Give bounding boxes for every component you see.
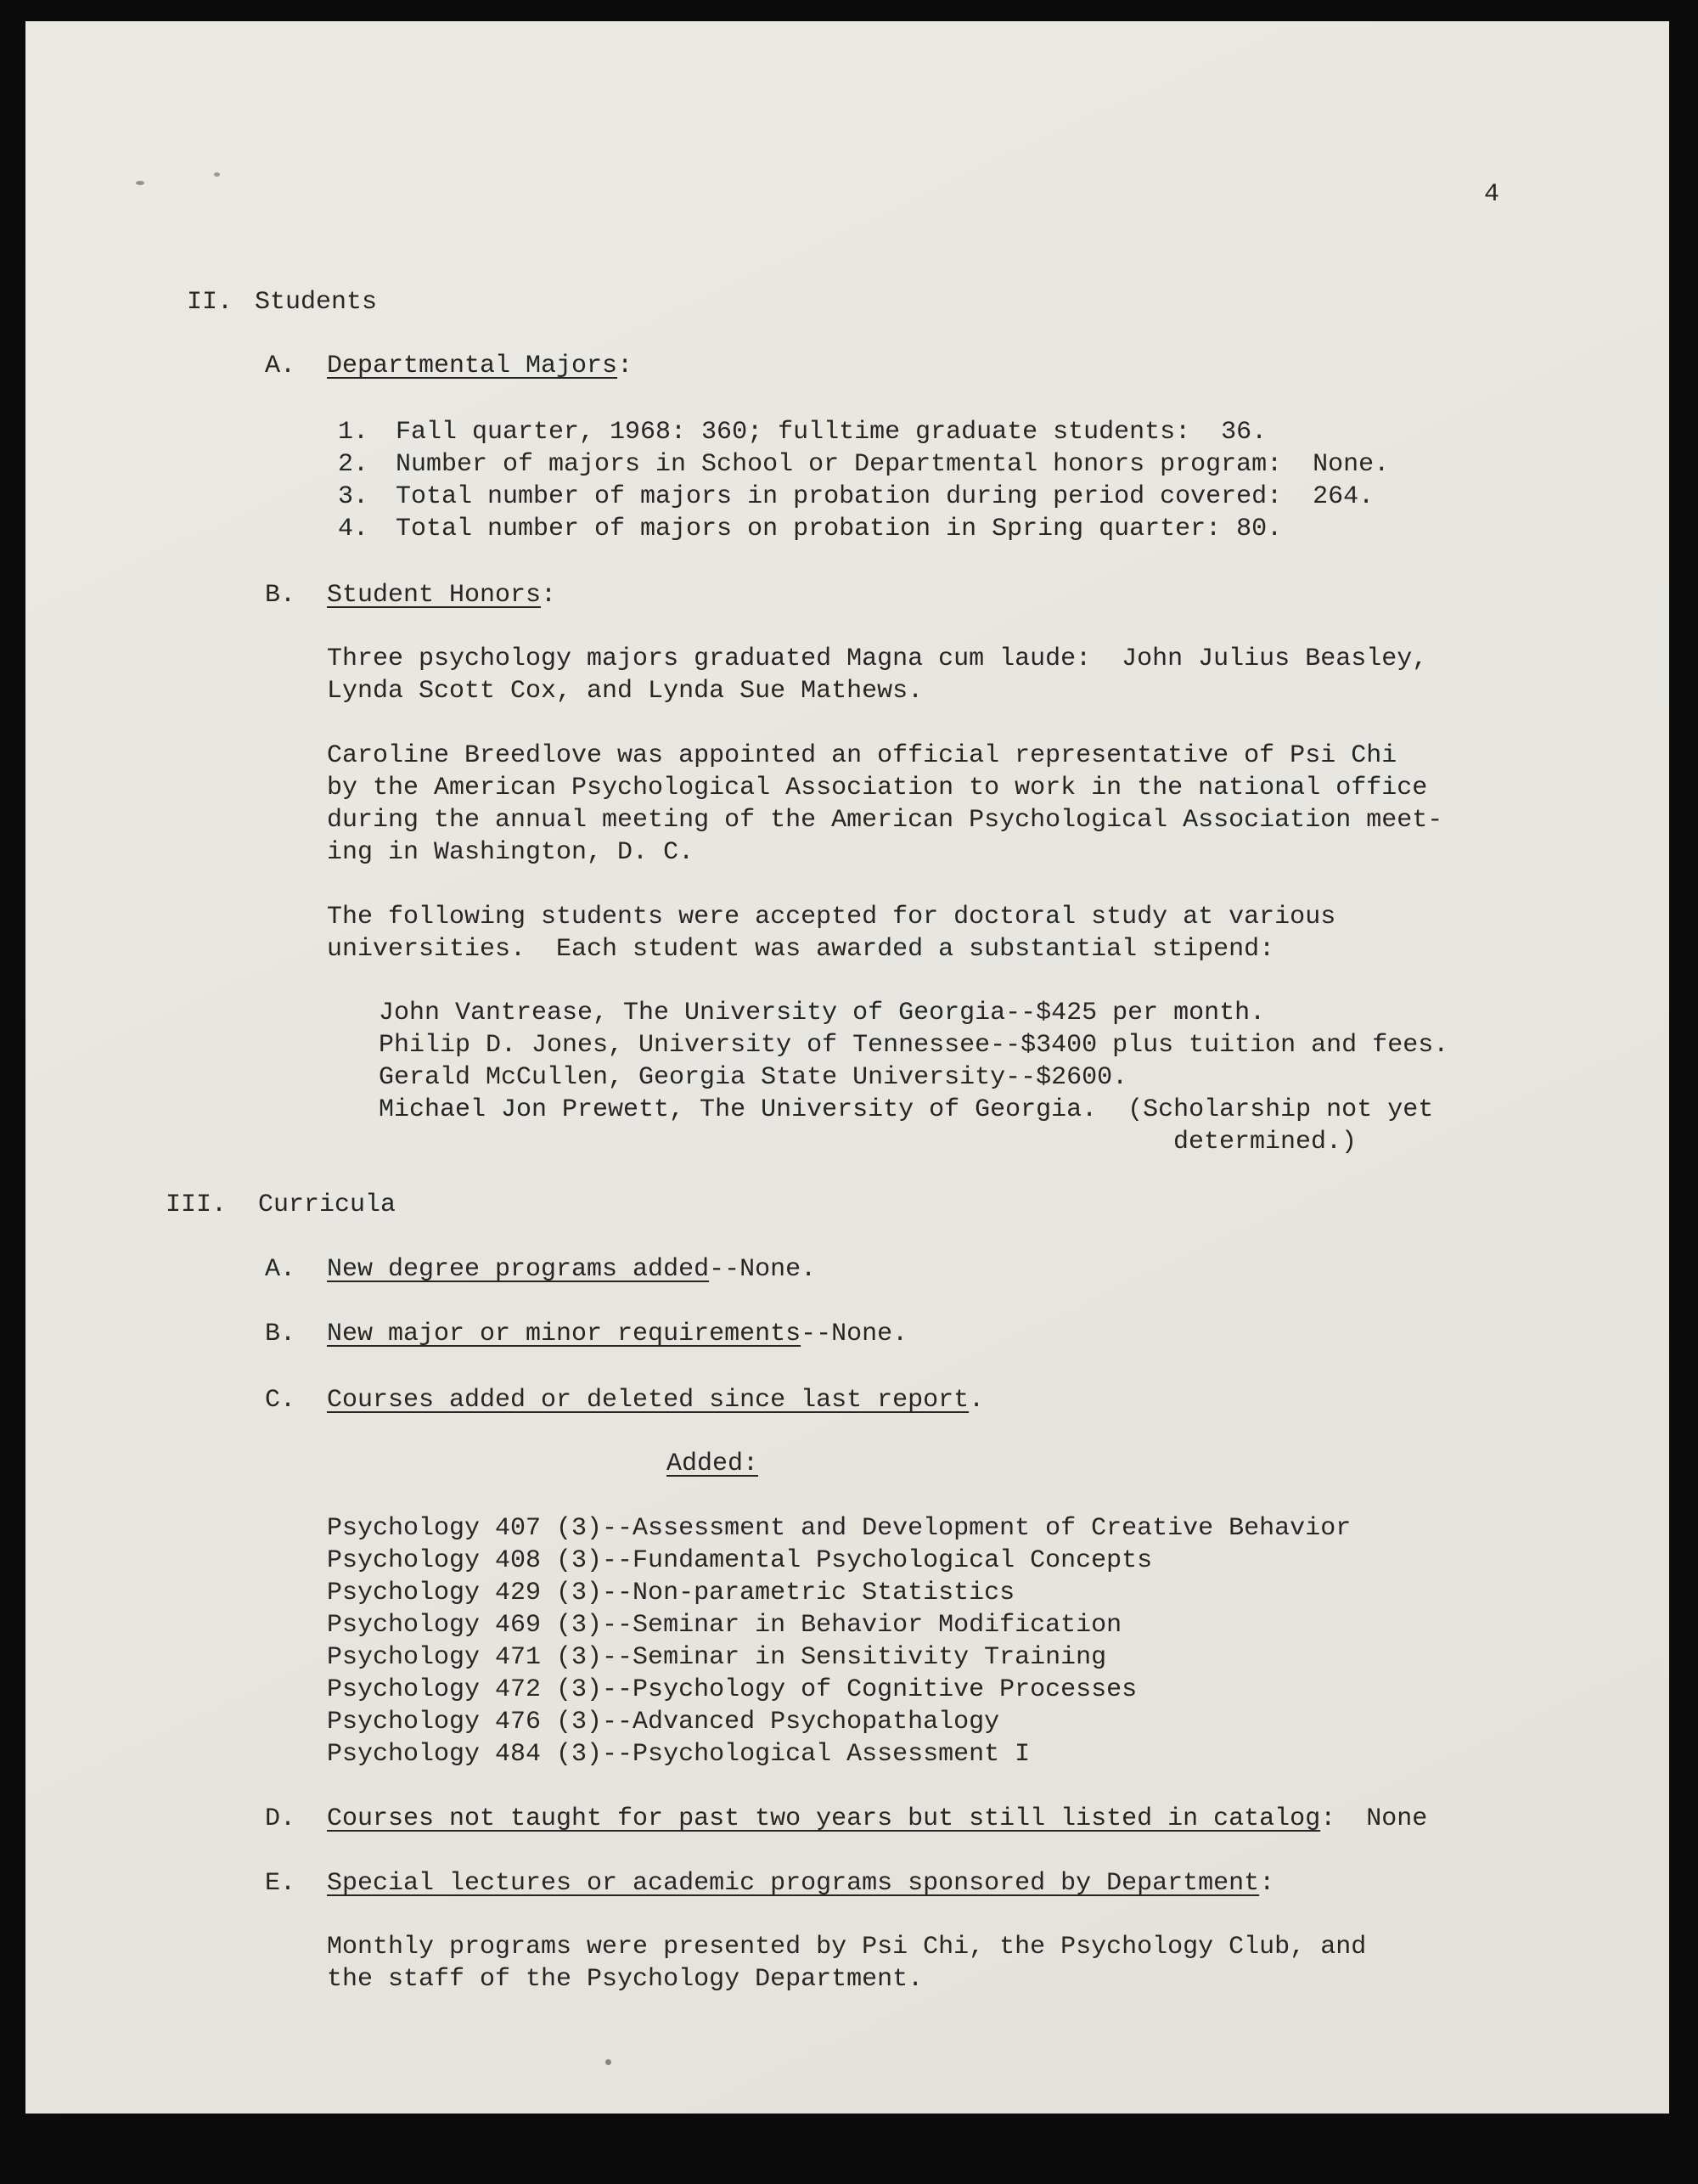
majors-item — [338, 481, 1669, 513]
course-line: Psychology 407 (3)--Assessment and Development of Creative Behavior — [327, 1514, 1352, 1543]
paragraph-line: The following students were accepted for doctoral study at various — [327, 903, 1336, 932]
majors-heading-text: Departmental Majors — [327, 352, 618, 380]
honors-paragraph-magna — [25, 643, 1669, 707]
stipend-line: John Vantrease, The University of Georgia--$425 per month. — [379, 999, 1266, 1027]
paragraph-line: Lynda Scott Cox, and Lynda Sue Mathews. — [327, 677, 924, 706]
paragraph-line: the staff of the Psychology Department. — [327, 1965, 924, 1994]
stipend-line: Michael Jon Prewett, The University of Georgia. (Scholarship not yet — [379, 1095, 1434, 1124]
curricula-item-d — [265, 1803, 1669, 1835]
curricula-item-c-label: C. — [265, 1386, 296, 1415]
curricula-item-a-rest: --None. — [709, 1255, 817, 1284]
majors-item-number: 2. — [338, 450, 369, 479]
majors-heading-colon: : — [617, 352, 633, 380]
majors-list — [25, 416, 1669, 545]
monthly-programs-paragraph — [25, 1931, 1669, 1995]
course-line: Psychology 484 (3)--Psychological Assessment I — [327, 1740, 1031, 1769]
curricula-item-e-label: E. — [265, 1869, 296, 1898]
scan-speck — [214, 172, 220, 177]
curricula-item-b — [265, 1318, 1669, 1350]
section-iii-title: Curricula — [258, 1191, 396, 1219]
majors-heading — [265, 350, 1669, 382]
honors-heading — [265, 579, 1669, 611]
section-ii-title: Students — [255, 288, 378, 317]
stipend-line: Philip D. Jones, University of Tennessee--$3400 plus tuition and fees. — [379, 1031, 1449, 1060]
course-line: Psychology 471 (3)--Seminar in Sensitivity Training — [327, 1643, 1107, 1672]
page-number: 4 — [1484, 180, 1500, 209]
stipend-continuation-line: determined.) — [1173, 1128, 1358, 1157]
majors-item-text: Fall quarter, 1968: 360; fulltime graduate students: 36. — [396, 418, 1268, 447]
courses-added-list — [25, 1512, 1669, 1770]
majors-item-text: Total number of majors on probation in Spring quarter: 80. — [396, 515, 1283, 543]
honors-label: B. — [265, 581, 296, 610]
majors-item — [338, 416, 1669, 448]
document-page — [25, 21, 1669, 2114]
honors-paragraph-doctoral — [25, 901, 1669, 965]
curricula-item-c — [265, 1384, 1669, 1416]
course-line: Psychology 469 (3)--Seminar in Behavior Modification — [327, 1611, 1122, 1640]
section-iii-numeral: III. — [166, 1191, 228, 1219]
honors-heading-colon: : — [541, 581, 557, 610]
curricula-item-d-rest: : None — [1320, 1804, 1428, 1833]
majors-item-number: 3. — [338, 482, 369, 511]
paragraph-line: during the annual meeting of the American Psychological Association meet- — [327, 806, 1443, 835]
paragraph-line: Three psychology majors graduated Magna cum laude: John Julius Beasley, — [327, 645, 1428, 673]
paragraph-line: Monthly programs were presented by Psi Chi, the Psychology Club, and — [327, 1933, 1367, 1962]
majors-label: A. — [265, 352, 296, 380]
course-line: Psychology 429 (3)--Non-parametric Statistics — [327, 1579, 1015, 1607]
majors-item-text: Total number of majors in probation during period covered: 264. — [396, 482, 1375, 511]
majors-item — [338, 448, 1669, 481]
course-line: Psychology 476 (3)--Advanced Psychopathalogy — [327, 1708, 1000, 1737]
paragraph-line: by the American Psychological Association to work in the national office — [327, 774, 1428, 802]
section-ii-heading — [187, 286, 1669, 318]
majors-item-text: Number of majors in School or Departmental honors program: None. — [396, 450, 1390, 479]
curricula-item-c-rest: . — [969, 1386, 985, 1415]
section-iii-heading — [166, 1189, 1669, 1221]
course-line: Psychology 472 (3)--Psychology of Cognitive Processes — [327, 1675, 1138, 1704]
curricula-item-c-underlined: Courses added or deleted since last report — [327, 1386, 970, 1415]
section-ii-numeral: II. — [187, 288, 233, 317]
paragraph-line: Caroline Breedlove was appointed an official representative of Psi Chi — [327, 741, 1397, 770]
honors-paragraph-breedlove — [25, 740, 1669, 869]
curricula-item-a — [265, 1253, 1669, 1286]
curricula-item-b-underlined: New major or minor requirements — [327, 1320, 801, 1348]
stipend-list — [25, 997, 1669, 1158]
curricula-item-a-label: A. — [265, 1255, 296, 1284]
curricula-item-b-rest: --None. — [801, 1320, 908, 1348]
added-heading-text: Added: — [666, 1449, 759, 1478]
curricula-item-d-label: D. — [265, 1804, 296, 1833]
curricula-item-e-rest: : — [1259, 1869, 1275, 1898]
stipend-line: Gerald McCullen, Georgia State University--$2600. — [379, 1063, 1128, 1092]
scan-speck — [136, 181, 144, 185]
scan-speck — [605, 2059, 611, 2065]
majors-item — [338, 513, 1669, 545]
curricula-item-d-underlined: Courses not taught for past two years but still listed in catalog — [327, 1804, 1321, 1833]
majors-item-number: 1. — [338, 418, 369, 447]
curricula-item-b-label: B. — [265, 1320, 296, 1348]
paragraph-line: universities. Each student was awarded a substantial stipend: — [327, 935, 1275, 964]
curricula-item-a-underlined: New degree programs added — [327, 1255, 710, 1284]
majors-item-number: 4. — [338, 515, 369, 543]
paragraph-line: ing in Washington, D. C. — [327, 838, 694, 867]
course-line: Psychology 408 (3)--Fundamental Psychological Concepts — [327, 1546, 1153, 1575]
curricula-item-e — [265, 1867, 1669, 1900]
added-heading — [666, 1448, 1669, 1480]
honors-heading-text: Student Honors — [327, 581, 542, 610]
curricula-item-e-underlined: Special lectures or academic programs sponsored by Department — [327, 1869, 1260, 1898]
